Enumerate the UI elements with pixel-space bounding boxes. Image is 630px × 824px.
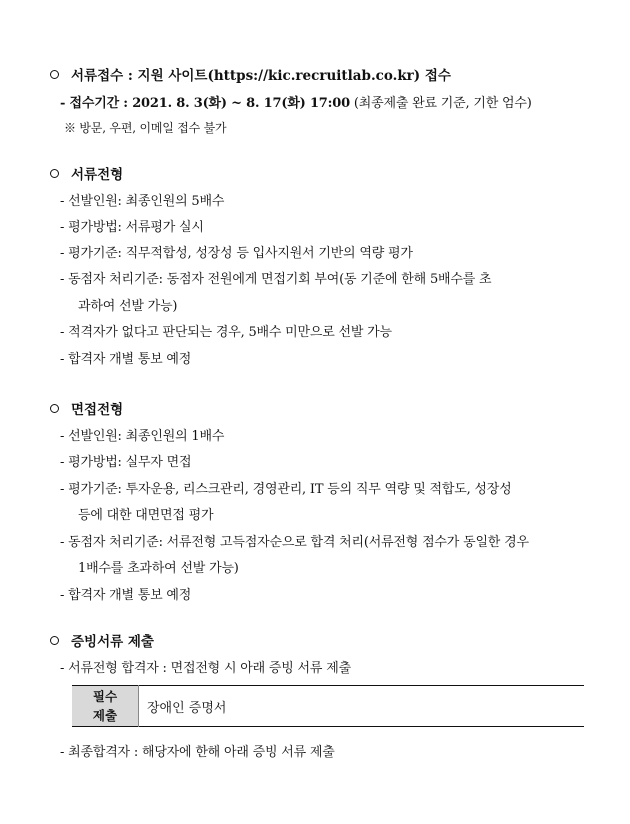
- table-row: [72, 686, 584, 727]
- list-item: - 평가방법: 실무자 면접: [60, 455, 192, 470]
- header-line1: 필수: [92, 689, 118, 704]
- period-label: - 접수기간 : 2021. 8. 3(화) ~ 8. 17(화) 17:00: [60, 96, 350, 111]
- list-item: - 합격자 개별 통보 예정: [60, 588, 192, 603]
- circle-bullet-icon: [50, 169, 59, 178]
- required-documents-table: [72, 685, 584, 727]
- circle-bullet-icon: [50, 70, 59, 79]
- list-item-continued: 등에 대한 대면면접 평가: [78, 508, 214, 523]
- list-item: - 선발인원: 최종인원의 1배수: [60, 429, 225, 444]
- list-item: - 적격자가 없다고 판단되는 경우, 5배수 미만으로 선발 가능: [60, 325, 392, 340]
- header-line2: 제출: [92, 708, 118, 723]
- application-period: [60, 92, 532, 111]
- section-title-document-screening: [50, 163, 123, 183]
- section-title-documents: [50, 630, 154, 650]
- list-item-continued: 1배수를 초과하여 선발 가능): [78, 561, 239, 576]
- list-item: - 평가기준: 투자운용, 리스크관리, 경영관리, IT 등의 직무 역량 및 적합도, 성장성: [60, 482, 512, 497]
- section-title-application: [50, 64, 451, 84]
- list-item: - 동점자 처리기준: 서류전형 고득점자순으로 합격 처리(서류전형 점수가 동일한 경우: [60, 535, 529, 550]
- application-note: ※ 방문, 우편, 이메일 접수 불가: [64, 121, 227, 135]
- required-submission-header: [72, 686, 139, 727]
- section1-title: 서류접수 : 지원 사이트(https://kic.recruitlab.co.kr) 접수: [71, 68, 451, 84]
- circle-bullet-icon: [50, 636, 59, 645]
- list-item: - 평가기준: 직무적합성, 성장성 등 입사지원서 기반의 역량 평가: [60, 246, 413, 261]
- period-note: (최종제출 완료 기준, 기한 엄수): [349, 96, 532, 111]
- list-item: - 최종합격자 : 해당자에 한해 아래 증빙 서류 제출: [60, 745, 335, 760]
- list-item: - 서류전형 합격자 : 면접전형 시 아래 증빙 서류 제출: [60, 661, 351, 676]
- list-item-continued: 과하여 선발 가능): [78, 299, 178, 314]
- list-item: - 합격자 개별 통보 예정: [60, 352, 192, 367]
- section-title-interview: [50, 398, 123, 418]
- circle-bullet-icon: [50, 404, 59, 413]
- section3-title: 면접전형: [71, 402, 124, 418]
- list-item: - 선발인원: 최종인원의 5배수: [60, 194, 225, 209]
- list-item: - 평가방법: 서류평가 실시: [60, 220, 204, 235]
- required-document-value: 장애인 증명서: [147, 700, 227, 716]
- section4-title: 증빙서류 제출: [71, 634, 154, 650]
- section2-title: 서류전형: [71, 167, 124, 183]
- list-item: - 동점자 처리기준: 동점자 전원에게 면접기회 부여(동 기준에 한해 5배수를 초: [60, 272, 492, 287]
